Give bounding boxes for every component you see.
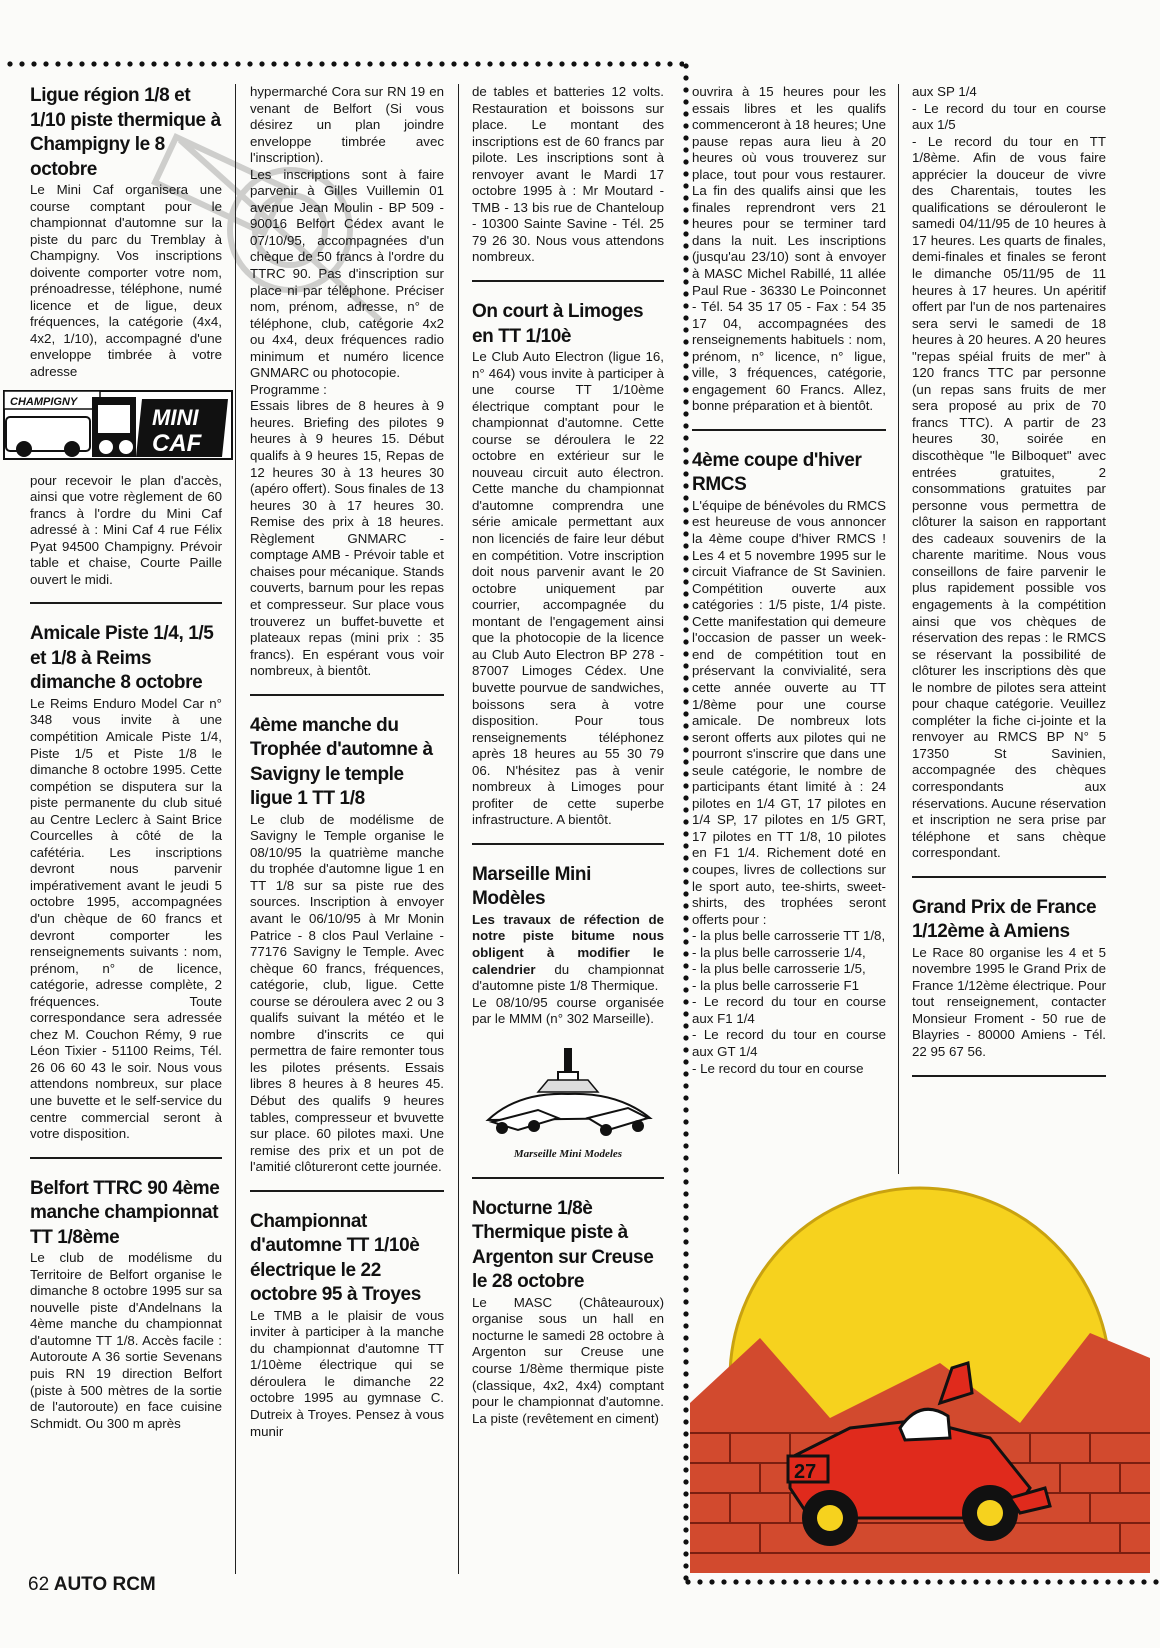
section-divider (912, 876, 1106, 878)
top-dotted-border (4, 60, 684, 68)
section-divider (692, 429, 886, 431)
list-item-text: - Le record du tour en TT 1/8ème. (912, 133, 1106, 166)
article-title: 4ème manche du Trophée d'automne à Savigny le temple ligue 1 TT 1/8 (250, 714, 433, 810)
article-text: Le TMB a le plaisir de vous inviter à participer à la manche du championnat d'automne TT 1/10ème électrique qui se déroulera le dimanche 22 octobre 1995 au gymnase C. Dutreix à Troyes. Pensez à vous munir (250, 1307, 444, 1439)
article-text: de tables et batteries 12 volts. Restauration et boissons sur place. Le montant des inscriptions est de 60 francs par pilote. Les inscriptions sont à renvoyer avant le Mardi 17 octobre 1995 à : Mr Moutard - TMB - 13 bis rue de Chanteloup - 10300 Sainte Savine - Tél. 25 79 26 30. Nous vous attendons nombreux. (472, 84, 664, 265)
article-text: Le Club Auto Electron (ligue 16, n° 464) vous invite à participer à une course TT 1/10ème électrique comptant pour le championnat d'automne. Cette course se déroulera le 22 octobre en extérieur sur le nouveau circuit auto électron. Cette manche du championnat d'automne comprendra une série amicale permettant aux non licenciés de faire leur début en compétition. Votre inscription doit nous parvenir avant le 20 octobre uniquement par courrier, accompagnée du montant de l'engagement ainsi que la photocopie de la licence au Club Auto Electron BP 278 - 87007 Limoges Cédex. Une buvette pourvue de sandwiches, boissons sera à votre disposition. Pour tous renseignements téléphonez après 18 heures au 55 30 79 06. N'hésitez pas à venir nombreux à Limoges pour profiter de cette superbe infrastructure. A bientôt. (472, 349, 664, 828)
list-item (912, 134, 1106, 862)
article-text: pour recevoir le plan d'accès, ainsi que votre règlement de 60 francs à l'ordre du Mini Caf adressé à : Mini Caf 4 rue Félix Pyat 94500 Champigny. Prévoir table et chaise, Courte Paille ouvert le midi. (30, 472, 222, 587)
article-lead: Les travaux de réfection de notre piste bitume nous obligent à modifier le calendrier (472, 911, 664, 977)
list-item: - Le record du tour en course aux GT 1/4 (692, 1027, 886, 1059)
champigny-text: CHAMPIGNY (10, 395, 78, 408)
car-number: 27 (794, 1461, 817, 1483)
article-text: Le Reims Enduro Model Car n° 348 vous invite à une compétition Amicale Piste 1/4, Piste 1/5 et Piste 1/8 le dimanche 8 octobre 1995. Cette compétion se disputera sur la piste permanente du club situé au Centre Leclerc à Saint Brice Courcelles à côté de la cafétéria. Les inscriptions devront nous parvenir impérativement avant le jeudi 5 octobre 1995, accompagnées d'un chèque de 60 francs et devront comporter les renseignements suivants : nom, prénom, n° de licence, catégorie, adresse complète, 2 fréquences. Toute correspondance sera adressée chez M. Couchon Rémy, 9 rue Léon Tixier - 51100 Reims, Tél. 26 06 60 43 le soir. Nous vous attendons nombreux, sur place une buvette et le self-service du centre commercial seront à votre disposition. (30, 695, 222, 1142)
article-text-span: Afin de vous faire apprécier la douceur de vivre des Charentais, toutes les qualifications se dérouleront le samedi 04/11/95 de 10 heures à 17 heures. Les quarts de finales, demi-finales et finales se feront le dimanche 05/11/95 de 11 heures à 17 heures. Un apéritif offert par l'un de nos partenaires sera servi le samedi de 18 heures à 20 heures. A 20 heures "repas spéial fruits de mer" à 120 francs TTC par personne (un repas sans fruits de mer sera proposé au prix de 70 francs TTC). A partir de 23 heures 30, soirée en discothèque "le Bilboquet" avec entrées gratuites, 2 consommations gratuites par personne vous permettra de clôturer la saison en rapportant des cadeaux souvenirs de la charente maritime. Nous vous conseillons de faire parvenir le plus rapidement possible vos engagements à la compétition ainsi que vos chèques de réservation des repas : le RMCS se réservant la possibilité de clôturer les inscriptions dès que le nombre de pilotes sera atteint pour chaque catégorie. Veuillez compléter la fiche ci-jointe et la renvoyer au RMCS BP N° 5 17350 St Savinien, accompagnée des chèques correspondants aux réservations. Aucune réservation et inscription ne sera prise par téléphone et sans chèque correspondant. (912, 150, 1106, 861)
article-text: ouvrira à 15 heures pour les essais libres et les qualifs commenceront à 18 heures; Une pause repas aura lieu à 20 heures où vous trouverez sur place, tout pour vous restaurer. La fin des qualifs ainsi que les finales reprendront vers 21 heures pour se terminer tard dans la nuit. Les inscriptions (jusqu'au 23/10) sont à envoyer à MASC Michel Rabillé, 11 allée Paul Rue - 36330 Le Poinconnet - Tél. 54 35 17 05 - Fax : 54 35 17 04, accompagnées des renseignements habituels : nom, prénom, n° licence, n° ligue, ville, 3 fréquences, catégorie, engagement 60 Francs. Allez, bonne préparation et à bientôt. (692, 84, 886, 414)
list-item: - Le record du tour en course (692, 1060, 864, 1076)
article-text: Essais libres de 8 heures à 9 heures. Briefing des pilotes 9 heures à 9 heures 15. Début qualifs à 9 heures 15, Repas de 12 heures 30 à 13 heures 30 (apéro offert). Sous finales de 13 heures 30 à 17 heures 30. Remise des prix à 18 heures. Règlement GNMARC - comptage AMB - Prévoir table et chaises pour mécanique. Stands couverts, barnum pour les repas et compresseur. Sur place vous trouverez un buffet-buvette et plateaux repas (mini prix : 35 francs). En espérant vous voir nombreux, à bientôt. (250, 398, 444, 679)
article-text: Programme : (250, 381, 327, 397)
article-title: Amicale Piste 1/4, 1/5 et 1/8 à Reims dimanche 8 octobre (30, 623, 214, 694)
article-text: Le 08/10/95 course organisée par le MMM (n° 302 Marseille). (472, 994, 664, 1027)
article-text: Le Mini Caf organisera une course comptant pour le championnat d'automne sur la piste du parc du Tremblay à Champigny. Vos inscriptions doivente comporter votre nom, prénoadresse, téléphone, numé licence et de ligue, deux fréquences, la catégorie (4x4, 4x2, 1/10), accompagné d'une enveloppe timbrée à votre adresse (30, 182, 222, 380)
article-text: L'équipe de bénévoles du RMCS est heureuse de vous annoncer la 4ème coupe d'hiver RMCS ! Les 4 et 5 novembre 1995 sur le circuit Viafrance de St Savinien. Compétition ouverte aux catégories : 1/5 piste, 1/4 piste. Cette manifestation qui demeure l'occasion de passer un week-end de compétition tout en préservant la convivialité, sera cette année ouverte au TT 1/8ème pour une course amicale. De nombreux lots seront offerts aux pilotes qui ne pourront s'inscrire que dans une seule catégorie, le nombre de participants étant limité à : 24 pilotes en 1/4 GT, 17 pilotes en 1/4 SP, 17 pilotes en 1/5 GRT, 17 pilotes en TT 1/8, 10 pilotes en F1 1/4. Richement doté en coupes, livres de collections sur le sport auto, tee-shirts, sweet-shirts, des trophées seront offerts pour : (692, 497, 886, 927)
marseille-logo-caption: Marseille Mini Modeles (513, 1148, 623, 1161)
caf-text: CAF (152, 429, 202, 457)
article-text: Les inscriptions sont à faire parvenir à Gilles Vuillemin 01 avenue Jean Moulin - BP 509 - 90016 Belfort Cédex avant le 07/10/95, accompagnées d'un chèque de 50 francs à l'ordre du TTRC 90. Pas d'inscription sur place ni par téléphone. Préciser nom, prénom, adresse, n° de téléphone, club, catégorie 4x2 ou 4x4, deux fréquences radio minimum et numéro licence GNMARC ou photocopie. (250, 166, 444, 381)
bottom-dotted-border (682, 1578, 1160, 1586)
article-title: Nocturne 1/8è Thermique piste à Argenton sur Creuse le 28 octobre (472, 1197, 654, 1293)
sunset-race-car-illustration (690, 1188, 1150, 1578)
section-divider (472, 1177, 664, 1179)
article-text (472, 912, 664, 995)
page-footer (28, 1574, 156, 1596)
article-title: Championnat d'automne TT 1/10è électrique le 22 octobre 95 à Troyes (250, 1210, 421, 1306)
list-item: - Le record du tour en course aux 1/5 (912, 100, 1106, 133)
column-rule (898, 84, 899, 1174)
article-title: Belfort TTRC 90 4ème manche championnat TT 1/8ème (30, 1177, 220, 1248)
article-text: hypermarché Cora sur RN 19 en venant de Belfort (Si vous désirez un plan joindre enveloppe timbrée avec l'inscription). (250, 84, 444, 166)
mini-caf-logo (2, 387, 230, 463)
mini-caf-logo-graphic (2, 387, 234, 463)
section-divider (472, 843, 664, 845)
column-2 (250, 84, 444, 1574)
article-text: Le Race 80 organise les 4 et 5 novembre 1995 le Grand Prix de France 1/12ème électrique. Pour tout renseignement, contacter Monsieur Froment - 50 rue de Blayries - 80000 Amiens - Tél. 22 95 67 56. (912, 944, 1106, 1059)
article-text: Le club de modélisme du Territoire de Belfort organise le dimanche 8 octobre 1995 sur sa nouvelle piste d'Andelnans la 4ème manche du championnat d'automne TT 1/8. Accès facile : Autoroute A 36 sortie Sevenans puis RN 19 direction Belfort (piste à 500 mètres de la sortie de l'autoroute) en face cuisine Schmidt. Ou 300 m après (30, 1250, 222, 1431)
article-title: Ligue région 1/8 et 1/10 piste thermique à Champigny le 8 octobre (30, 85, 221, 180)
notre-dame-car-illustration (478, 1042, 658, 1142)
article-title: Grand Prix de France 1/12ème à Amiens (912, 896, 1097, 943)
list-item: - la plus belle carrosserie 1/4, (692, 944, 866, 960)
list-item: - la plus belle carrosserie F1 (692, 977, 860, 993)
article-text-span: du championnat d'automne piste 1/8 Thermique. (472, 961, 664, 994)
article-title: Marseille Mini Modèles (472, 863, 591, 910)
section-divider (912, 1075, 1106, 1077)
article-title: On court à Limoges en TT 1/10è (472, 301, 644, 347)
section-divider (30, 1157, 222, 1159)
marseille-mini-modeles-logo (472, 1042, 664, 1163)
list-item: aux SP 1/4 (912, 84, 977, 99)
list-item: - la plus belle carrosserie 1/5, (692, 961, 866, 977)
magazine-name: AUTO RCM (53, 1574, 156, 1595)
section-divider (250, 1190, 444, 1192)
page-number: 62 (28, 1574, 50, 1595)
list-item: - la plus belle carrosserie TT 1/8, (692, 928, 886, 944)
column-rule (458, 84, 459, 1574)
column-3 (472, 84, 664, 1574)
mini-text: MINI (152, 404, 199, 430)
article-text: Le club de modélisme de Savigny le Temple organise le 08/10/95 la quatrième manche du trophée d'automne ligue 1 en TT 1/8 sur sa piste rue des sources. Inscription à envoyer avant le 06/10/95 à Mr Monin Patrice - 8 clos Paul Verlaine - 77176 Savigny le Temple. Avec chèque 60 francs, fréquences, catégorie, club, ligue. Cette course se déroulera avec 2 ou 3 qualifs suivant la météo et le nombre d'inscrits ce qui permettra de faire remonter tous les pilotes présents. Essais libres 8 heures à 8 heures 45. Début des qualifs 9 heures tables, compresseur et bvuvette sur place. 60 pilotes maxi. Une remise des prix et un pot de l'amitié clôtureront cette journée. (250, 811, 444, 1175)
article-title: 4ème coupe d'hiver RMCS (692, 449, 862, 496)
column-5 (912, 84, 1106, 1174)
section-divider (30, 602, 222, 604)
column-4 (692, 84, 886, 1174)
vertical-dotted-border (682, 60, 690, 1584)
list-item: - Le record du tour en course aux F1 1/4 (692, 994, 886, 1026)
column-1 (10, 84, 222, 1574)
section-divider (472, 280, 664, 282)
section-divider (250, 694, 444, 696)
article-text: Le MASC (Châteauroux) organise sous un hall en nocturne le samedi 28 octobre à Argenton sur Creuse une course 1/8ème thermique piste (classique, 4x2, 4x4) comptant pour le championnat d'automne. La piste (revêtement en ciment) (472, 1294, 664, 1426)
